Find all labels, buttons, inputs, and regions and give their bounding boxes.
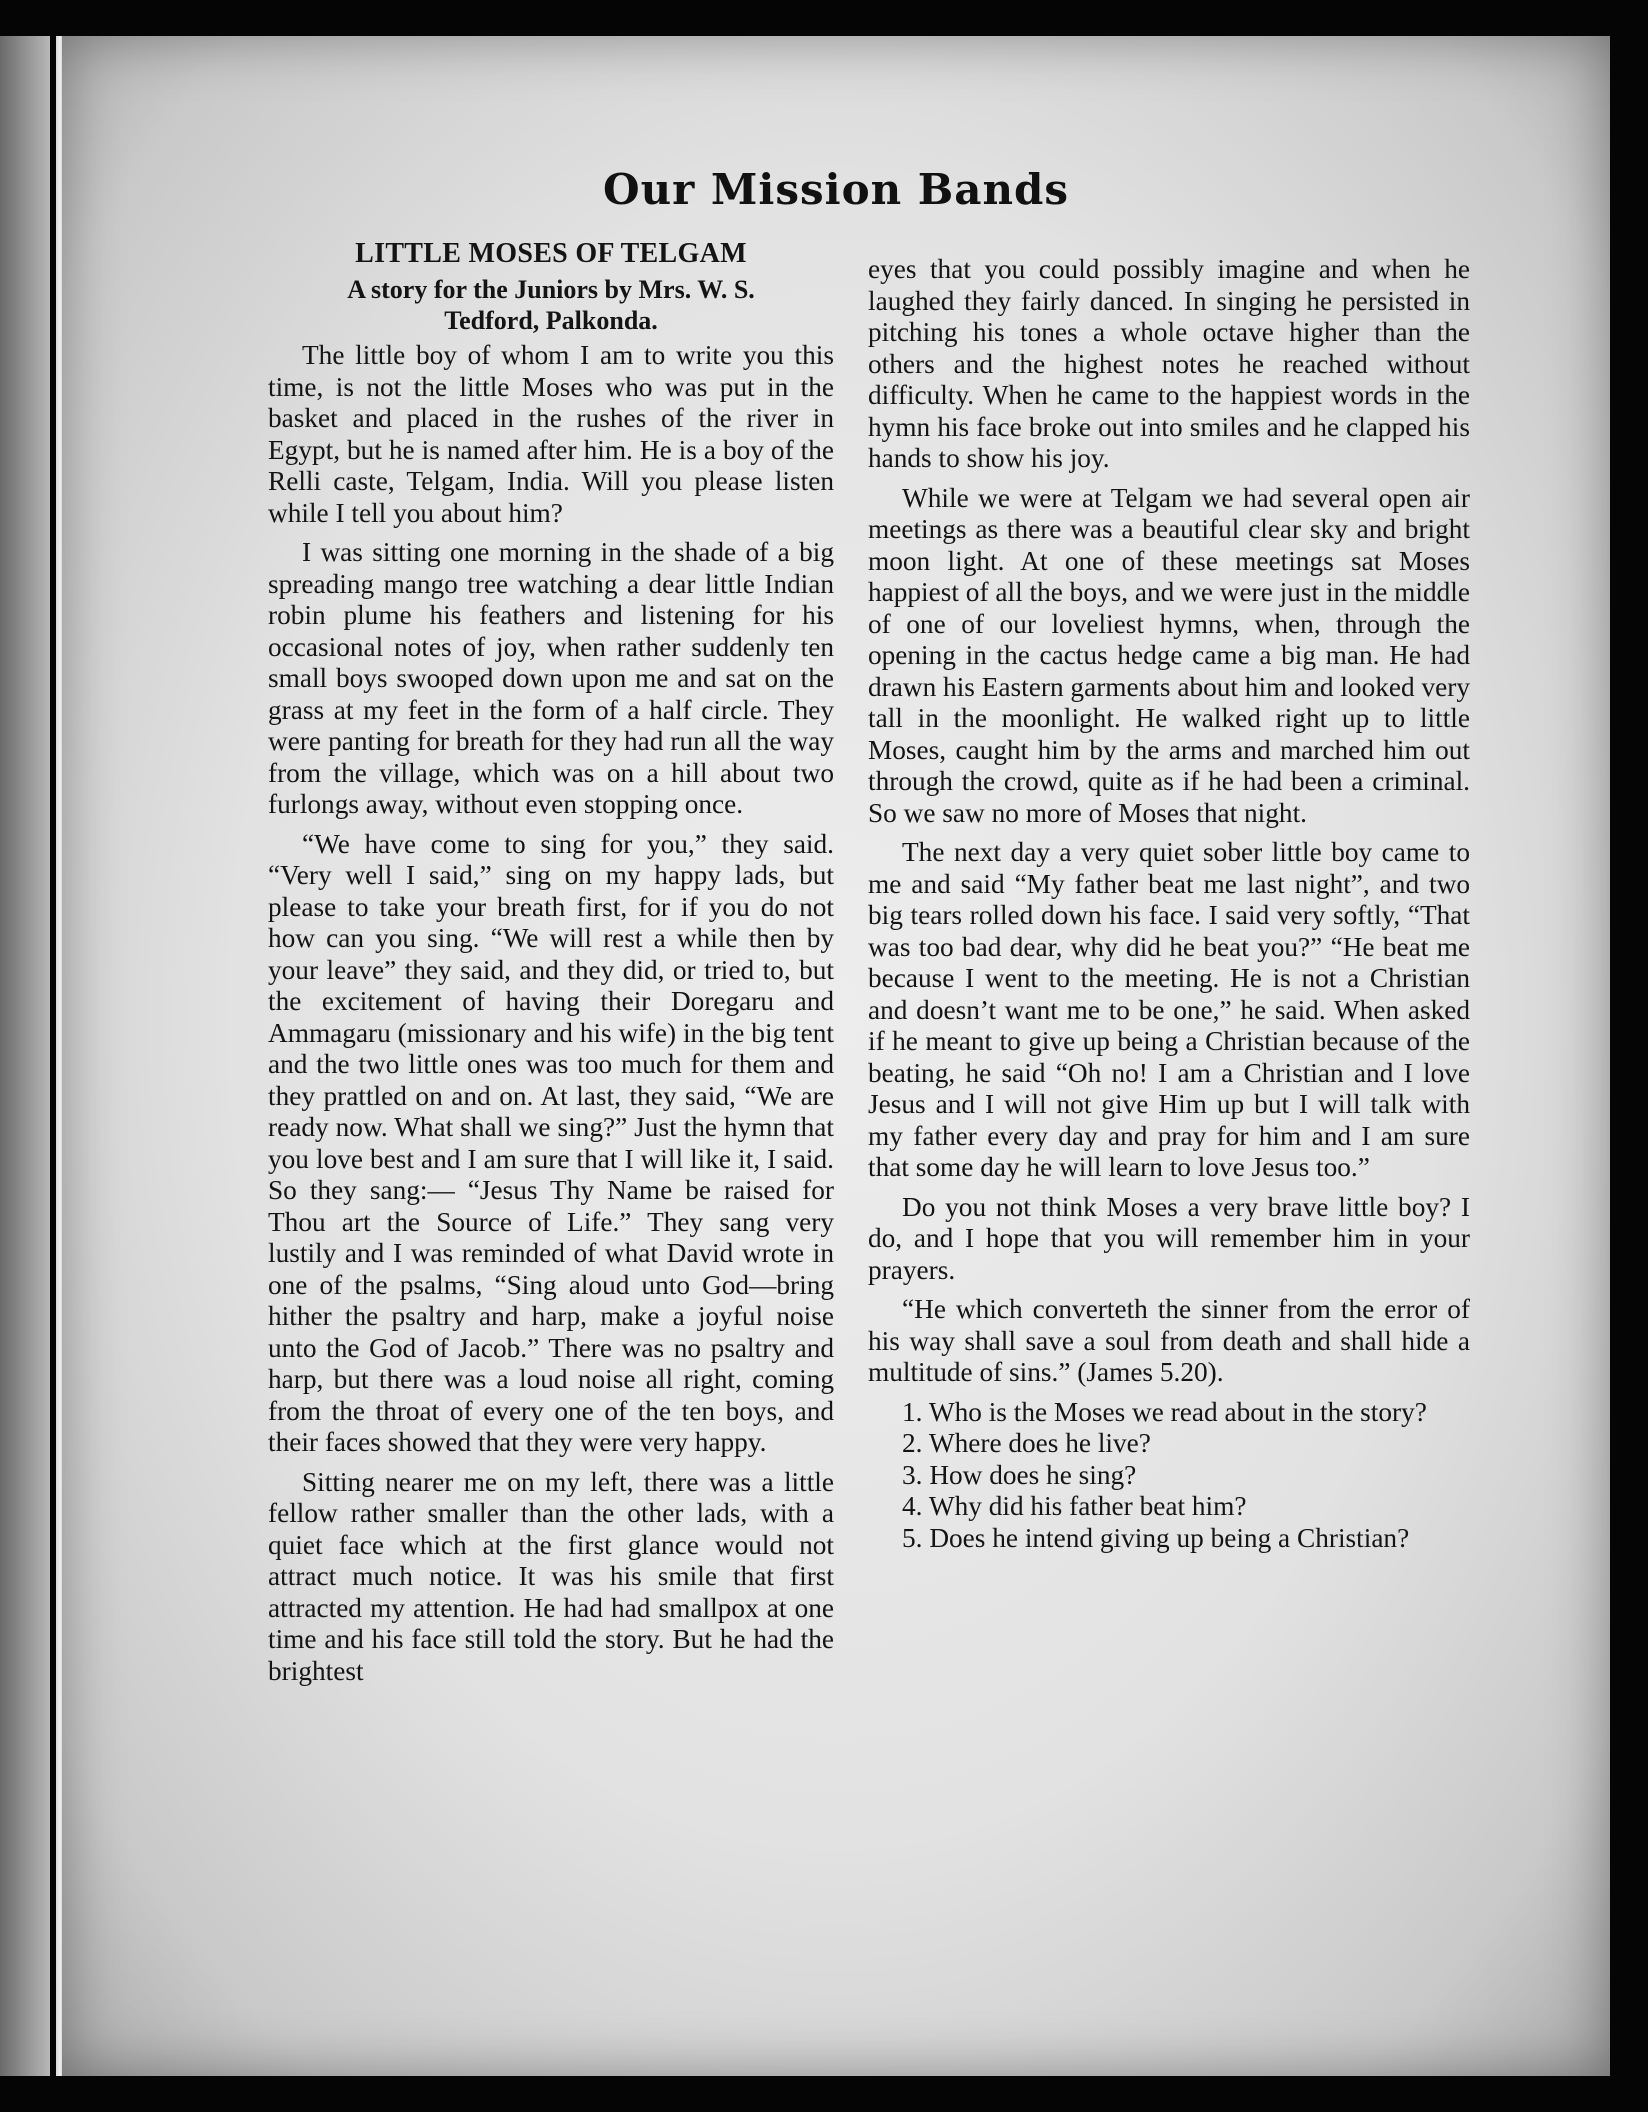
question-text: Does he intend giving up being a Christian?: [929, 1522, 1410, 1553]
paragraph: While we were at Telgam we had several open air meetings as there was a beautiful clear sky and bright moon light. At one of these meetings sat Moses happiest of all the boys, and we were just in the middle of one of our loveliest hymns, when, through the opening in the cactus hedge came a big man. He had drawn his Eastern garments about him and looked very tall in the moonlight. He walked right up to little Moses, caught him by the arms and marched him out through the crowd, quite as if he had been a criminal. So we saw no more of Moses that night.: [868, 482, 1470, 828]
question-text: Why did his father beat him?: [928, 1491, 1247, 1521]
right-column: [868, 254, 1470, 1554]
question-text: Where does he live?: [928, 1428, 1151, 1458]
question-number: 2.: [902, 1428, 923, 1458]
scripture-quote: “He which converteth the sinner from the error of his way shall save a soul from death and shall hide a multitude of sins.” (James 5.20).: [868, 1294, 1470, 1387]
article-title: LITTLE MOSES OF TELGAM: [355, 238, 747, 269]
question-item: [868, 1428, 1470, 1460]
byline-line-2: Tedford, Palkonda.: [444, 306, 658, 335]
paragraph: The little boy of whom I am to write you this time, is not the little Moses who was put in the basket and placed in the rushes of the river in Egypt, but he is named after him. He is a boy of the Relli caste, Telgam, India. Will you please listen while I tell you about him?: [268, 340, 834, 528]
section-masthead: Our Mission Bands: [603, 165, 1069, 214]
paragraph: “We have come to sing for you,” they said. “Very well I said,” sing on my happy lads, but please to take your breath first, for if you do not how can you sing. “We will rest a while then by your leave” they said, and they did, or tried to, but the excitement of having their Doregaru and Ammagaru (missionary and his wife) in the big tent and the two little ones was too much for them and they prattled on and on. At last, they said, “We are ready now. What shall we sing?” Just the hymn that you love best and I am sure that I will like it, I said. So they sang:— “Jesus Thy Name be raised for Thou art the Source of Life.” They sang very lustily and I was reminded of what David wrote in one of the psalms, “Sing aloud unto God—bring hither the psaltry and harp, make a joyful noise unto the God of Jacob.” There was no psaltry and harp, but there was a loud noise all right, coming from the throat of every one of the ten boys, and their faces showed that they were very happy.: [268, 828, 834, 1457]
question-item: [868, 1460, 1470, 1492]
question-item: [868, 1491, 1470, 1523]
question-number: 1.: [902, 1396, 923, 1427]
question-text: How does he sing?: [929, 1459, 1137, 1490]
question-text: Who is the Moses we read about in the story?: [928, 1396, 1427, 1427]
paragraph: The next day a very quiet sober little boy came to me and said “My father beat me last night”, and two big tears rolled down his face. I said very softly, “That was too bad dear, why did he beat you?” “He beat me because I went to the meeting. He is not a Christian and doesn’t want me to be one,” he said. When asked if he meant to give up being a Christian because of the beating, he said “Oh no! I am a Christian and I love Jesus and I will not give Him up but I will talk with my father every day and pray for him and I am sure that some day he will learn to love Jesus too.”: [868, 837, 1470, 1182]
question-number: 3.: [902, 1459, 923, 1490]
left-column: [268, 238, 834, 1695]
paragraph: Do you not think Moses a very brave little boy? I do, and I hope that you will remember him in your prayers.: [868, 1191, 1470, 1285]
question-item: [868, 1397, 1470, 1429]
facing-page-edge: [0, 36, 50, 2076]
paragraph-continuation: eyes that you could possibly imagine and when he laughed they fairly danced. In singing he persisted in pitching his tones a whole octave higher than the others and the highest notes he reached without difficulty. When he came to the happiest words in the hymn his face broke out into smiles and he clapped his hands to show his joy.: [868, 254, 1470, 473]
question-number: 4.: [902, 1491, 923, 1521]
article-byline: [268, 274, 834, 336]
question-number: 5.: [902, 1522, 923, 1553]
paragraph: I was sitting one morning in the shade of a big spreading mango tree watching a dear little Indian robin plume his feathers and listening for his occasional notes of joy, when rather suddenly ten small boys swooped down upon me and sat on the grass at my feet in the form of a half circle. They were panting for breath for they had run all the way from the village, which was on a hill about two furlongs away, without even stopping once.: [268, 537, 834, 819]
paragraph: Sitting nearer me on my left, there was a little fellow rather smaller than the other lads, with a quiet face which at the first glance would not attract much notice. It was his smile that first attracted my attention. He had had smallpox at one time and his face still told the story. But he had the brightest: [268, 1466, 834, 1686]
question-item: [868, 1523, 1470, 1555]
question-list: [868, 1397, 1470, 1555]
byline-line-1: A story for the Juniors by Mrs. W. S.: [347, 275, 755, 304]
